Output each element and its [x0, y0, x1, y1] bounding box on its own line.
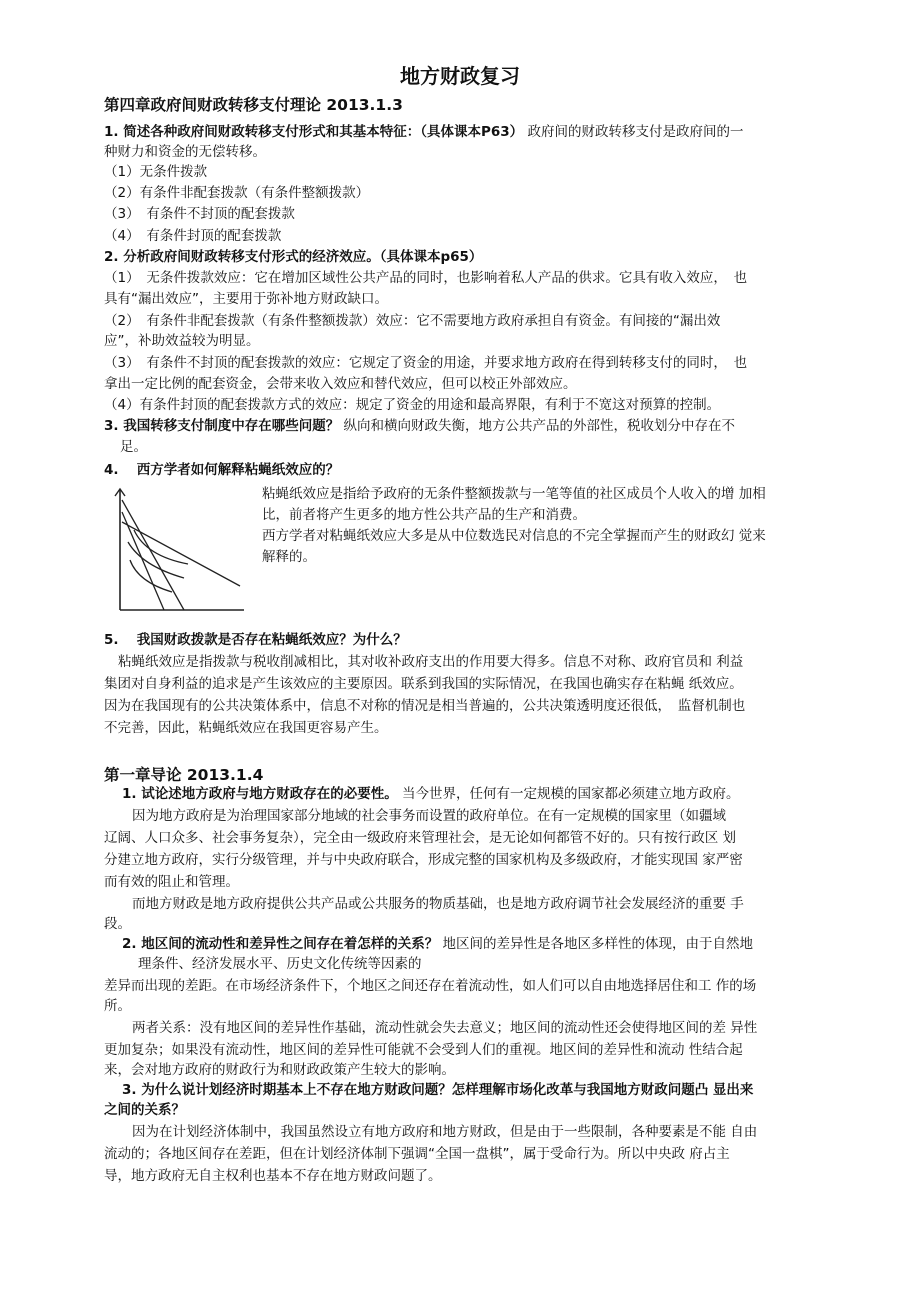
q1-line — [104, 122, 743, 142]
q4-answer: 比，前者将产生更多的地方性公共产品的生产和消费。 — [262, 507, 586, 523]
q4-answer: 西方学者对粘蝇纸效应大多是从中位数选民对信息的不完全掌握而产生的财政幻 觉来 — [262, 528, 766, 544]
q5-answer: 粘蝇纸效应是指拨款与税收削减相比，其对收补政府支出的作用要大得多。信息不对称、政府官员和 利益 — [118, 654, 744, 670]
q5-answer: 不完善，因此，粘蝇纸效应在我国更容易产生。 — [104, 720, 388, 736]
c1-q2-answer: 两者关系：没有地区间的差异性作基础，流动性就会失去意义；地区间的流动性还会使得地区间的差 异性 — [132, 1020, 758, 1036]
q3-line — [104, 416, 735, 436]
q2-answer: 具有“漏出效应”，主要用于弥补地方财政缺口。 — [104, 291, 388, 307]
c1-q3-answer: 导，地方政府无自主权利也基本不存在地方财政问题了。 — [104, 1168, 442, 1184]
q5-answer: 因为在我国现有的公共决策体系中，信息不对称的情况是相当普遍的，公共决策透明度还很低， 监督机制也 — [104, 698, 746, 714]
budget-line — [122, 500, 184, 610]
q4-answer: 解释的。 — [262, 549, 316, 565]
c1-q2-answer: 来，会对地方政府的财政行为和财政政策产生较大的影响。 — [104, 1062, 455, 1078]
c1-q1-answer: 因为地方政府是为治理国家部分地域的社会事务而设置的政府单位。在有一定规模的国家里（如疆域 — [132, 808, 726, 824]
q3-answer: 纵向和横向财政失衡，地方公共产品的外部性，税收划分中存在不 — [343, 418, 736, 434]
q1-answer-cont: 种财力和资金的无偿转移。 — [104, 144, 266, 160]
c1-q2-line — [122, 934, 753, 954]
q2-answer: 应”，补助效益较为明显。 — [104, 333, 260, 349]
q5-question: 5. 我国财政拨款是否存在粘蝇纸效应？为什么？ — [104, 632, 407, 648]
c1-q1-question: 1. 试论述地方政府与地方财政存在的必要性。 — [122, 786, 398, 802]
q1-item: （4） 有条件封顶的配套拨款 — [104, 228, 282, 244]
c1-q1-line — [122, 784, 740, 804]
c1-q2-question: 2. 地区间的流动性和差异性之间存在着怎样的关系？ — [122, 936, 439, 952]
q4-answer: 粘蝇纸效应是指给予政府的无条件整额拨款与一笔等值的社区成员个人收入的增 加相 — [262, 486, 766, 502]
q1-item: （1）无条件拨款 — [104, 164, 208, 180]
q5-answer: 集团对自身利益的追求是产生该效应的主要原因。联系到我国的实际情况，在我国也确实存在粘蝇 纸效应。 — [104, 676, 743, 692]
q3-answer-cont: 足。 — [120, 439, 147, 455]
c1-q2-answer: 所。 — [104, 998, 131, 1014]
chapter-4-heading: 第四章政府间财政转移支付理论 2013.1.3 — [104, 96, 403, 114]
c1-q1-answer: 辽阔、人口众多、社会事务复杂），完全由一级政府来管理社会，是无论如何都管不好的。只有按行政区 划 — [104, 830, 737, 846]
c1-q3-question-cont: 之间的关系？ — [104, 1102, 185, 1118]
chapter-1-heading: 第一章导论 2013.1.4 — [104, 766, 264, 784]
q2-answer: （2） 有条件非配套拨款（有条件整额拨款）效应：它不需要地方政府承担自有资金。有间接的“漏出效 — [104, 313, 721, 329]
c1-q3-question: 3. 为什么说计划经济时期基本上不存在地方财政问题？怎样理解市场化改革与我国地方财政问题凸 显出来 — [122, 1082, 754, 1098]
q1-item: （3） 有条件不封顶的配套拨款 — [104, 206, 295, 222]
c1-q1-answer: 而有效的阻止和管理。 — [104, 874, 239, 890]
c1-q1-answer: 分建立地方政府，实行分级管理，并与中央政府联合，形成完整的国家机构及多级政府，才能实现国 家严密 — [104, 852, 743, 868]
q3-question: 3. 我国转移支付制度中存在哪些问题？ — [104, 418, 340, 434]
c1-q2-answer: 差异而出现的差距。在市场经济条件下，个地区之间还存在着流动性，如人们可以自由地选择居住和工 作的场 — [104, 978, 757, 994]
c1-q3-answer: 因为在计划经济体制中，我国虽然设立有地方政府和地方财政，但是由于一些限制，各种要素是不能 自由 — [132, 1124, 758, 1140]
c1-q1-answer: 而地方财政是地方政府提供公共产品或公共服务的物质基础，也是地方政府调节社会发展经济的重要 手 — [132, 896, 744, 912]
budget-line — [122, 512, 164, 610]
q1-question: 1. 简述各种政府间财政转移支付形式和其基本特征：（具体课本P63） — [104, 124, 524, 140]
q2-answer: （3） 有条件不封顶的配套拨款的效应：它规定了资金的用途，并要求地方政府在得到转移支付的同时， 也 — [104, 355, 748, 371]
q2-answer: （1） 无条件拨款效应：它在增加区域性公共产品的同时，也影响着私人产品的供求。它具有收入效应， 也 — [104, 270, 748, 286]
q1-item: （2）有条件非配套拨款（有条件整额拨款） — [104, 185, 370, 201]
q2-answer: 拿出一定比例的配套资金，会带来收入效应和替代效应，但可以校正外部效应。 — [104, 376, 577, 392]
c1-q2-answer: 更加复杂；如果没有流动性，地区间的差异性可能就不会受到人们的重视。地区间的差异性和流动 性结合起 — [104, 1042, 743, 1058]
q2-answer: （4）有条件封顶的配套拨款方式的效应：规定了资金的用途和最高界限，有利于不宽这对预算的控制。 — [104, 397, 721, 413]
flypaper-effect-diagram — [108, 486, 248, 614]
c1-q3-answer: 流动的；各地区间存在差距，但在计划经济体制下强调“全国一盘棋”，属于受命行为。所以中央政 府占主 — [104, 1146, 730, 1162]
q4-question: 4. 西方学者如何解释粘蝇纸效应的？ — [104, 462, 340, 478]
page-title: 地方财政复习 — [400, 64, 520, 88]
c1-q2-answer: 理条件、经济发展水平、历史文化传统等因素的 — [138, 956, 422, 972]
q2-question: 2. 分析政府间财政转移支付形式的经济效应。（具体课本p65） — [104, 249, 483, 265]
c1-q1-answer: 段。 — [104, 916, 131, 932]
q1-answer: 政府间的财政转移支付是政府间的一 — [527, 124, 744, 140]
c1-q1-answer: 当今世界，任何有一定规模的国家都必须建立地方政府。 — [402, 786, 740, 802]
c1-q2-answer: 地区间的差异性是各地区多样性的体现，由于自然地 — [442, 936, 754, 952]
